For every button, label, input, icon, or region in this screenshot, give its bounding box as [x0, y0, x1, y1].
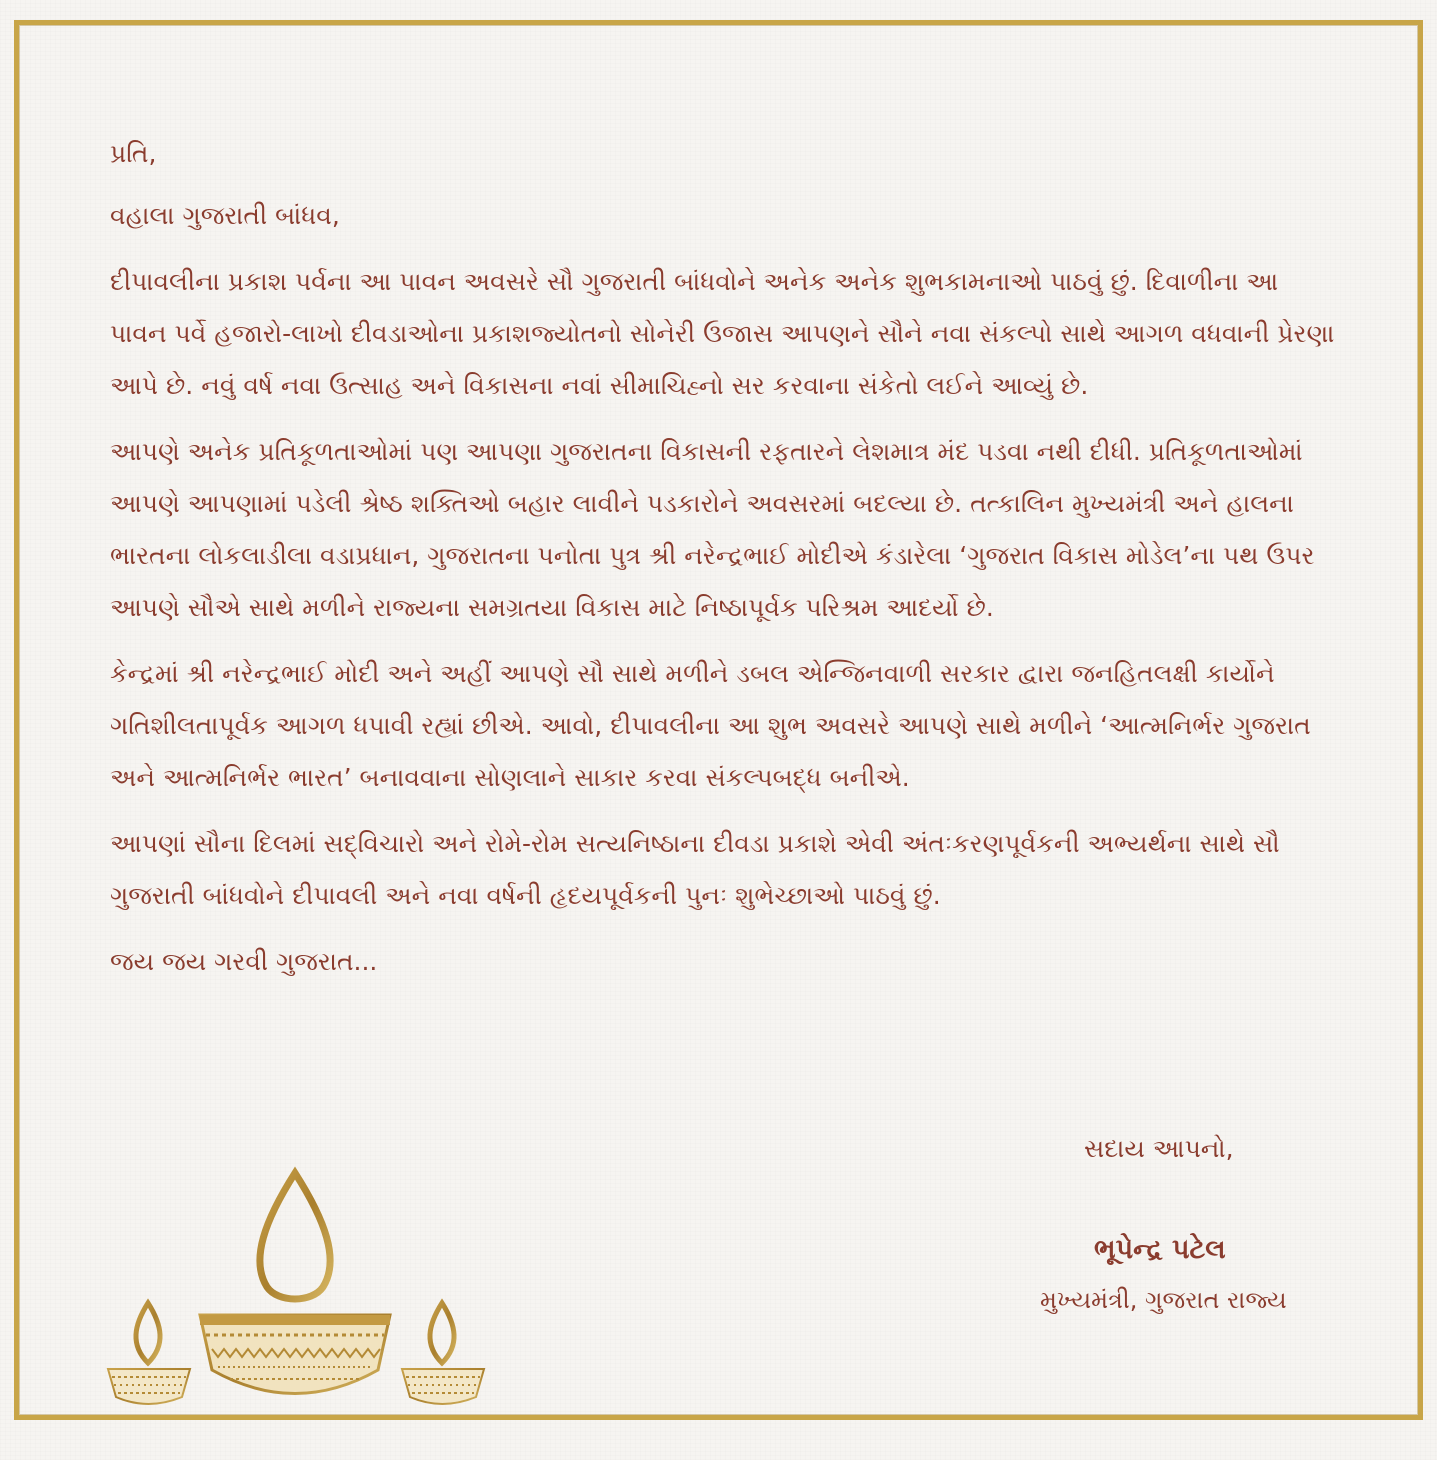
letter-paragraph-1: દીપાવલીના પ્રકાશ પર્વના આ પાવન અવસરે સૌ ગુજરાતી બાંધવોને અનેક અનેક શુભકામનાઓ પાઠવું છું. દિવાળીના આ પાવન પર્વે હજારો-લાખો દીવડાઓના પ્રકાશજ્યોતનો સોનેરી ઉજાસ આપણને સૌને નવા સંકલ્પો સાથે આગળ વધવાની પ્રેરણા આપે છે. નવું વર્ષ નવા ઉત્સાહ અને વિકાસના નવાં સીમાચિહ્નો સર કરવાના સંકેતો લઈને આવ્યું છે.: [110, 267, 1335, 400]
letter-closing-line: જય જય ગરવી ગુજરાત...: [110, 947, 378, 976]
letter-paragraph-4: આપણાં સૌના દિલમાં સદ્‌વિચારો અને રોમે-રોમ સત્યનિષ્ઠાના દીવડા પ્રકાશે એવી અંતઃકરણપૂર્વકની અભ્યર્થના સાથે સૌ ગુજરાતી બાંધવોને દીપાવલી અને નવા વર્ષની હૃદયપૂર્વકની પુનઃ શુભેચ્છાઓ પાઠવું છું.: [110, 829, 1280, 910]
diya-lamps-icon: [100, 1165, 495, 1415]
letter-greeting: વહાલા ગુજરાતી બાંધવ,: [110, 201, 340, 230]
signoff-yours: સદાય આપનો,: [1084, 1134, 1234, 1163]
letter-salutation: પ્રતિ,: [110, 139, 157, 168]
signatory-designation: મુખ્યમંત્રી, ગુજરાત રાજ્ય: [1040, 1286, 1287, 1314]
letter-paragraph-2: આપણે અનેક પ્રતિકૂળતાઓમાં પણ આપણા ગુજરાતના વિકાસની રફતારને લેશમાત્ર મંદ પડવા નથી દીધી. પ્રતિકૂળતાઓમાં આપણે આપણામાં પડેલી શ્રેષ્ઠ શક્તિઓ બહાર લાવીને પડકારોને અવસરમાં બદલ્યા છે. તત્કાલિન મુખ્યમંત્રી અને હાલના ભારતના લોકલાડીલા વડાપ્રધાન, ગુજરાતના પનોતા પુત્ર શ્રી નરેન્દ્રભાઈ મોદીએ કંડારેલા ‘ગુજરાત વિકાસ મોડેલ’ના પથ ઉપર આપણે સૌએ સાથે મળીને રાજ્યના સમગ્રતયા વિકાસ માટે નિષ્ઠાપૂર્વક પરિશ્રમ આદર્યો છે.: [110, 437, 1315, 622]
letter-body: [110, 128, 1340, 988]
letter-paragraph-3: કેન્દ્રમાં શ્રી નરેન્દ્રભાઈ મોદી અને અહીં આપણે સૌ સાથે મળીને ડબલ એન્જિનવાળી સરકાર દ્વારા જનહિતલક્ષી કાર્યોને ગતિશીલતાપૂર્વક આગળ ધપાવી રહ્યાં છીએ. આવો, દીપાવલીના આ શુભ અવસરે આપણે સાથે મળીને ‘આત્મનિર્ભર ગુજરાત અને આત્મનિર્ભર ભારત’ બનાવવાના સોણલાને સાકાર કરવા સંકલ્પબદ્ધ બનીએ.: [110, 659, 1311, 792]
signatory-name: ભૂપેન્દ્ર પટેલ: [1094, 1234, 1226, 1265]
